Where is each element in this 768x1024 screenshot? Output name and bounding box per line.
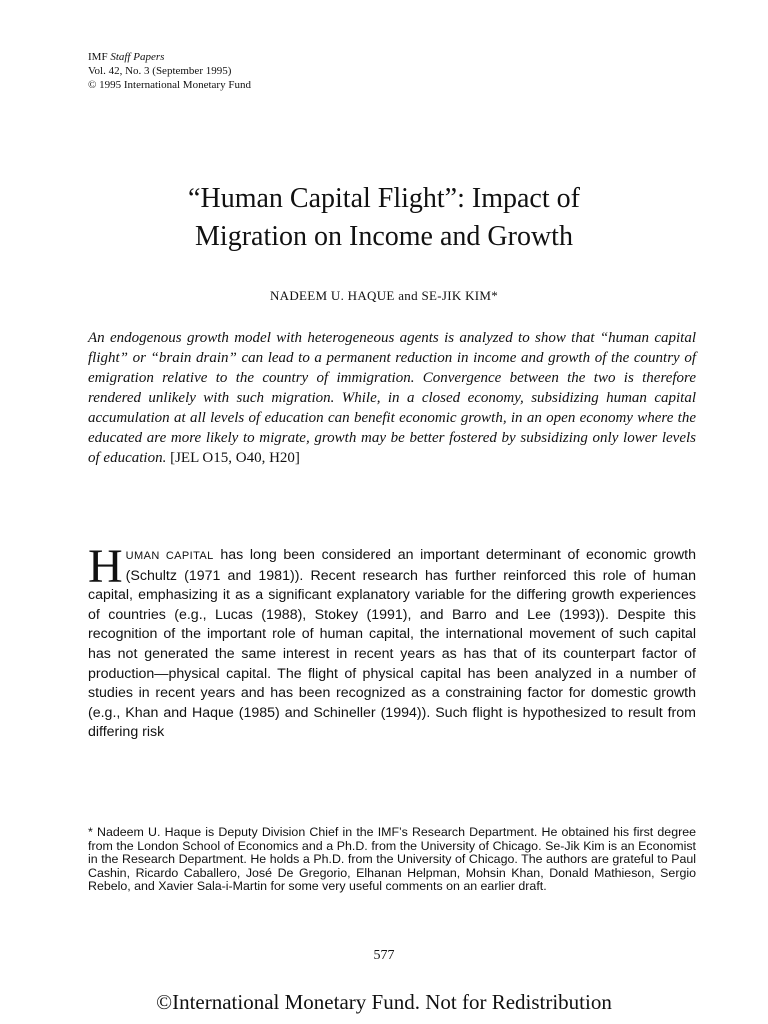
- jel-codes: [JEL O15, O40, H20]: [170, 450, 300, 466]
- body-paragraph: [88, 540, 697, 743]
- paper-title: [40, 180, 728, 256]
- volume-info: Vol. 42, No. 3 (September 1995): [88, 65, 232, 77]
- journal-header: [88, 50, 251, 92]
- drop-cap: H: [88, 540, 123, 593]
- header-copyright: © 1995 International Monetary Fund: [88, 79, 251, 91]
- journal-prefix: IMF: [88, 51, 108, 63]
- body-text: has long been considered an important determinant of economic growth (Schultz (1971 and 1981)). Recent research has further reinforced this role of human capital, emphasizing it as a significant explanatory variable for the differing growth experiences of countries (e.g., Lucas (1988), Stokey (1991), and Barro and Lee (1993)). Despite this recognition of the important role of human capital, the international movement of such capital has not generated the same interest in recent years as has that of its counterpart factor of production—physical capital. The flight of physical capital has been analyzed in a number of studies in recent years and has been recognized as a constraining factor for domestic growth (e.g., Khan and Haque (1985) and Schineller (1994)). Such flight is hypothesized to result from differing risk: [88, 547, 697, 741]
- title-line-2: Migration on Income and Growth: [195, 221, 573, 252]
- journal-name: Staff Papers: [110, 51, 165, 63]
- distribution-notice: ©International Monetary Fund. Not for Redistribution: [156, 990, 612, 1014]
- journal-name-line: [88, 50, 251, 64]
- abstract-text: An endogenous growth model with heterogeneous agents is analyzed to show that “human capital flight” or “brain drain” can lead to a permanent reduction in income and growth of the country of emigration relative to the country of immigration. Convergence between the two is therefore rendered unlikely with such migration. While, in a closed economy, subsidizing human capital accumulation at all levels of education can benefit economic growth, in an open economy where the educated are more likely to migrate, growth may be better fostered by subsidizing only lower levels of education.: [88, 330, 696, 466]
- title-line-1: “Human Capital Flight”: Impact of: [188, 183, 580, 214]
- page-number: 577: [373, 948, 395, 963]
- abstract: [88, 328, 696, 468]
- author-footnote: * Nadeem U. Haque is Deputy Division Chief in the IMF’s Research Department. He obtained his first degree from the London School of Economics and a Ph.D. from the University of Chicago. Se-Jik Kim is an Economist in the Research Department. He holds a Ph.D. from the University of Chicago. The authors are grateful to Paul Cashin, Ricardo Caballero, José De Gregorio, Elhanan Helpman, Mohsin Khan, Donald Mathieson, Sergio Rebelo, and Xavier Sala-i-Martin for some very useful comments on an earlier draft.: [88, 825, 696, 894]
- small-caps-lead: UMAN CAPITAL: [125, 550, 214, 562]
- author-line: NADEEM U. HAQUE and SE-JIK KIM*: [269, 288, 499, 303]
